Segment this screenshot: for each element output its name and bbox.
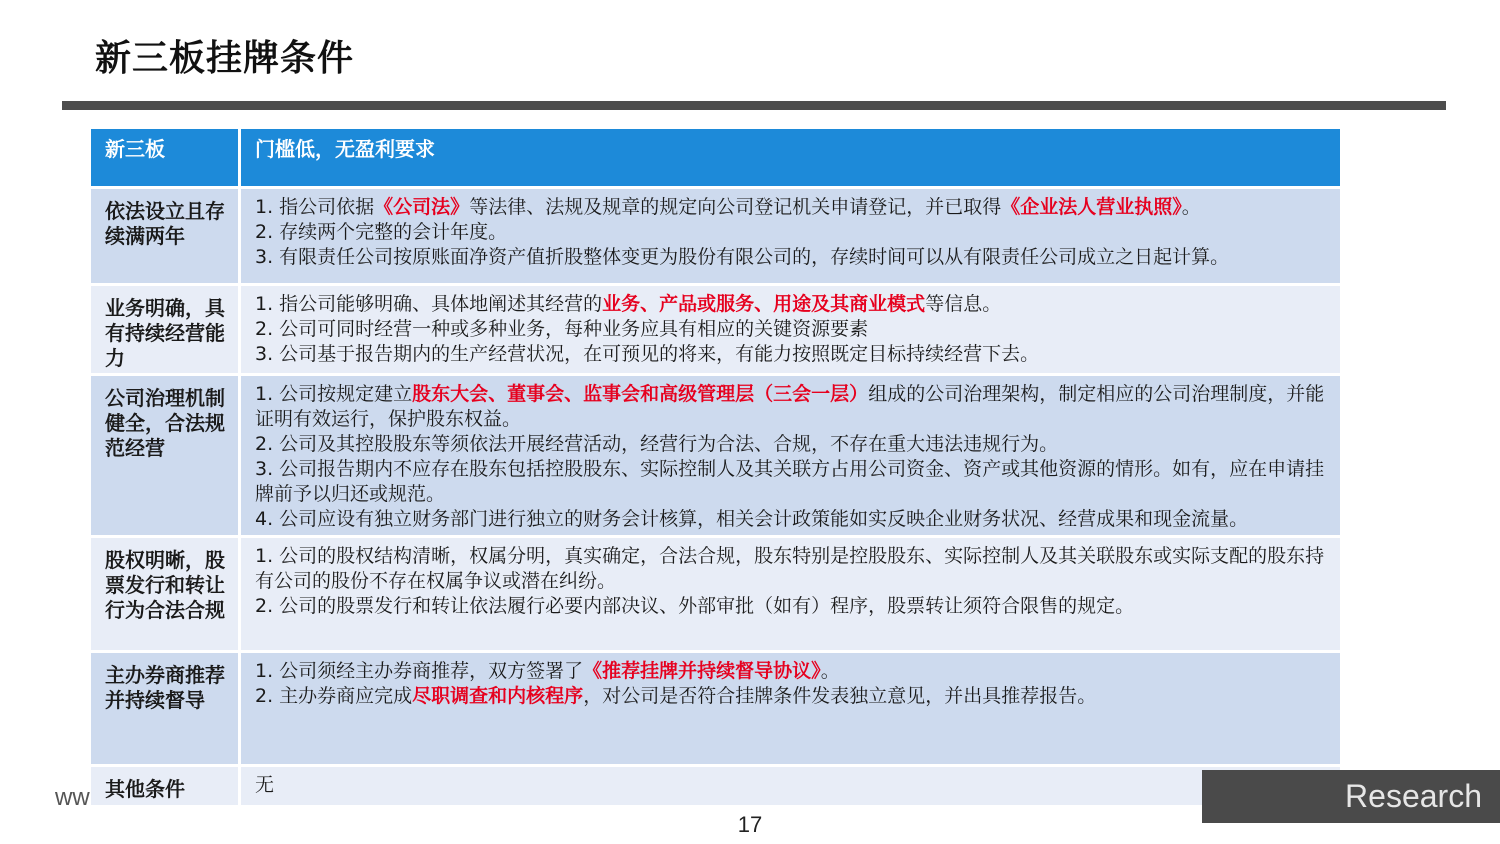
row-label: 股权明晰，股票发行和转让行为合法合规 (105, 548, 225, 622)
page-number: 17 (737, 812, 763, 837)
condition-text: 1. 公司按规定建立 (255, 383, 413, 405)
table-row (90, 537, 1342, 652)
page-title: 新三板挂牌条件 (95, 38, 355, 79)
condition-line (255, 684, 1332, 709)
row-label: 其他条件 (105, 777, 185, 801)
condition-line (255, 507, 1332, 532)
header-cell-summary: 门槛低，无盈利要求 (240, 128, 1342, 188)
condition-text: 1. 指公司能够明确、具体地阐述其经营的 (255, 293, 603, 315)
condition-text: 2. 存续两个完整的会计年度。 (255, 221, 508, 243)
highlight-text: 《企业法人营业执照》 (1001, 196, 1182, 218)
table-row (90, 652, 1342, 766)
condition-line (255, 544, 1332, 594)
row-label: 业务明确，具有持续经营能力 (105, 296, 225, 370)
table-header-row (90, 128, 1342, 188)
row-content-cell (240, 652, 1342, 766)
condition-text: 1. 指公司依据 (255, 196, 375, 218)
row-label: 公司治理机制健全，合法规范经营 (105, 386, 225, 460)
table-row (90, 375, 1342, 537)
row-label: 主办券商推荐并持续督导 (105, 663, 225, 712)
row-content-cell (240, 188, 1342, 285)
condition-line (255, 195, 1332, 220)
condition-line (255, 773, 1332, 798)
listing-conditions-table (88, 126, 1343, 808)
row-label: 依法设立且存续满两年 (105, 199, 225, 248)
condition-line (255, 245, 1332, 270)
condition-text: 1. 公司的股权结构清晰，权属分明，真实确定，合法合规，股东特别是控股股东、实际控制人及其关联股东或实际支配的股东持有公司的股份不存在权属争议或潜在纠纷。 (255, 545, 1325, 592)
row-label-cell (90, 766, 240, 807)
condition-text: 1. 公司须经主办券商推荐，双方签署了 (255, 660, 584, 682)
footer-url: ww (55, 784, 90, 811)
condition-line (255, 382, 1332, 432)
condition-text: 。 (1181, 196, 1201, 218)
table-row (90, 766, 1342, 807)
condition-text: 等信息。 (925, 293, 1002, 315)
condition-text: 2. 公司可同时经营一种或多种业务，每种业务应具有相应的关键资源要素 (255, 318, 869, 340)
condition-line (255, 432, 1332, 457)
highlight-text: 《公司法》 (374, 196, 470, 218)
row-label-cell (90, 188, 240, 285)
condition-line (255, 292, 1332, 317)
condition-line (255, 220, 1332, 245)
condition-text: 组成的公司治理架构，制定相应的公司治理制度，并能证明有效运行，保护股东权益。 (255, 383, 1325, 430)
condition-text: ，对公司是否符合挂牌条件发表独立意见，并出具推荐报告。 (583, 685, 1097, 707)
condition-line (255, 317, 1332, 342)
header-cell-category: 新三板 (90, 128, 240, 188)
condition-text: 2. 公司及其控股股东等须依法开展经营活动，经营行为合法、合规，不存在重大违法违规行为。 (255, 433, 1059, 455)
condition-text: 等法律、法规及规章的规定向公司登记机关申请登记，并已取得 (469, 196, 1002, 218)
row-content-cell (240, 375, 1342, 537)
row-label-cell (90, 537, 240, 652)
row-label-cell (90, 652, 240, 766)
footer-brand-logo: Research (1202, 770, 1500, 823)
row-content-cell (240, 537, 1342, 652)
highlight-text: 业务、产品或服务、用途及其商业模式 (602, 293, 926, 315)
table-row (90, 188, 1342, 285)
condition-line (255, 457, 1332, 507)
condition-line (255, 659, 1332, 684)
title-divider (62, 101, 1446, 110)
highlight-text: 股东大会、董事会、监事会和高级管理层（三会一层） (412, 383, 869, 405)
row-content-cell (240, 285, 1342, 375)
row-label-cell (90, 285, 240, 375)
condition-text: 3. 公司基于报告期内的生产经营状况，在可预见的将来，有能力按照既定目标持续经营下去。 (255, 343, 1040, 365)
table-row (90, 285, 1342, 375)
highlight-text: 尽职调查和内核程序 (412, 685, 584, 707)
condition-text: 4. 公司应设有独立财务部门进行独立的财务会计核算，相关会计政策能如实反映企业财务状况、经营成果和现金流量。 (255, 508, 1249, 530)
row-label-cell (90, 375, 240, 537)
condition-line (255, 342, 1332, 367)
condition-text: 2. 公司的股票发行和转让依法履行必要内部决议、外部审批（如有）程序，股票转让须符合限售的规定。 (255, 595, 1135, 617)
row-content-cell (240, 766, 1342, 807)
condition-text: 无 (255, 774, 275, 796)
highlight-text: 《推荐挂牌并持续督导协议》 (583, 660, 821, 682)
condition-text: 3. 公司报告期内不应存在股东包括控股股东、实际控制人及其关联方占用公司资金、资产或其他资源的情形。如有，应在申请挂牌前予以归还或规范。 (255, 458, 1325, 505)
condition-line (255, 594, 1332, 619)
condition-text: 2. 主办券商应完成 (255, 685, 413, 707)
condition-text: 3. 有限责任公司按原账面净资产值折股整体变更为股份有限公司的，存续时间可以从有限责任公司成立之日起计算。 (255, 246, 1230, 268)
condition-text: 。 (820, 660, 840, 682)
